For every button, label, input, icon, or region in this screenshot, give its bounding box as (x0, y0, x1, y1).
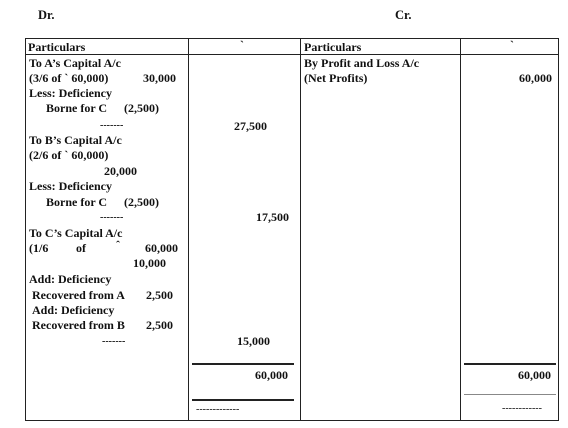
a-less-deficiency: Less: Deficiency (29, 86, 112, 100)
c-dashes: ------- (102, 336, 126, 347)
c-share-part1: (1/6 (29, 241, 49, 255)
credit-amount: 60,000 (519, 71, 552, 85)
credit-pl-account: By Profit and Loss A/c (304, 56, 420, 70)
left-total-rule-bottom (192, 399, 294, 401)
col-header-particulars-left: Particulars (28, 40, 86, 54)
col-border-left (25, 38, 26, 421)
c-total: 15,000 (237, 334, 270, 348)
c-share-amount: 10,000 (133, 256, 166, 270)
col-header-particulars-right: Particulars (304, 40, 362, 54)
col-header-amount-right: ` (510, 38, 514, 52)
a-borne-amount: (2,500) (124, 101, 159, 115)
left-total-dashes: ------------- (196, 404, 240, 415)
b-total: 17,500 (256, 210, 289, 224)
c-recovered-from-b: Recovered from B (32, 318, 125, 332)
c-recovered-from-a: Recovered from A (32, 288, 125, 302)
b-borne-amount: (2,500) (124, 195, 159, 209)
col-border-3 (460, 38, 461, 421)
col-border-1 (188, 38, 189, 421)
table-top-border (25, 38, 559, 39)
b-borne-for-c: Borne for C (46, 195, 108, 209)
left-grand-total: 60,000 (255, 368, 288, 382)
a-dashes: ------- (100, 120, 124, 131)
left-total-rule-top (192, 363, 294, 365)
a-capital-title: To A’s Capital A/c (29, 56, 121, 70)
a-share-text: (3/6 of ` 60,000) (29, 71, 109, 85)
right-grand-total: 60,000 (518, 368, 551, 382)
c-capital-title: To C’s Capital A/c (29, 226, 123, 240)
col-border-2 (300, 38, 301, 421)
c-share-part2: of (76, 241, 86, 255)
b-less-deficiency: Less: Deficiency (29, 179, 112, 193)
a-share-amount: 30,000 (143, 71, 176, 85)
credit-net-profits: (Net Profits) (304, 71, 368, 85)
dr-label: Dr. (38, 8, 55, 22)
b-dashes: ------- (100, 212, 124, 223)
header-row-border (25, 54, 559, 55)
c-recovered-b-amount: 2,500 (146, 318, 173, 332)
c-add-deficiency-2: Add: Deficiency (32, 303, 115, 317)
c-recovered-a-amount: 2,500 (146, 288, 173, 302)
b-share-amount: 20,000 (104, 164, 137, 178)
right-total-dashes: ------------ (502, 403, 542, 414)
table-bottom-border (25, 420, 559, 421)
a-total: 27,500 (234, 119, 267, 133)
col-header-amount-left: ` (240, 38, 244, 52)
c-share-part3: ˆ (116, 238, 120, 252)
a-borne-for-c: Borne for C (46, 101, 108, 115)
cr-label: Cr. (395, 8, 412, 22)
b-share-text: (2/6 of ` 60,000) (29, 148, 109, 162)
c-share-part4: 60,000 (145, 241, 178, 255)
right-total-rule-top (464, 363, 556, 365)
col-border-right (558, 38, 559, 421)
c-add-deficiency-1: Add: Deficiency (29, 272, 112, 286)
b-capital-title: To B’s Capital A/c (29, 133, 122, 147)
right-total-rule-bottom (464, 394, 556, 395)
